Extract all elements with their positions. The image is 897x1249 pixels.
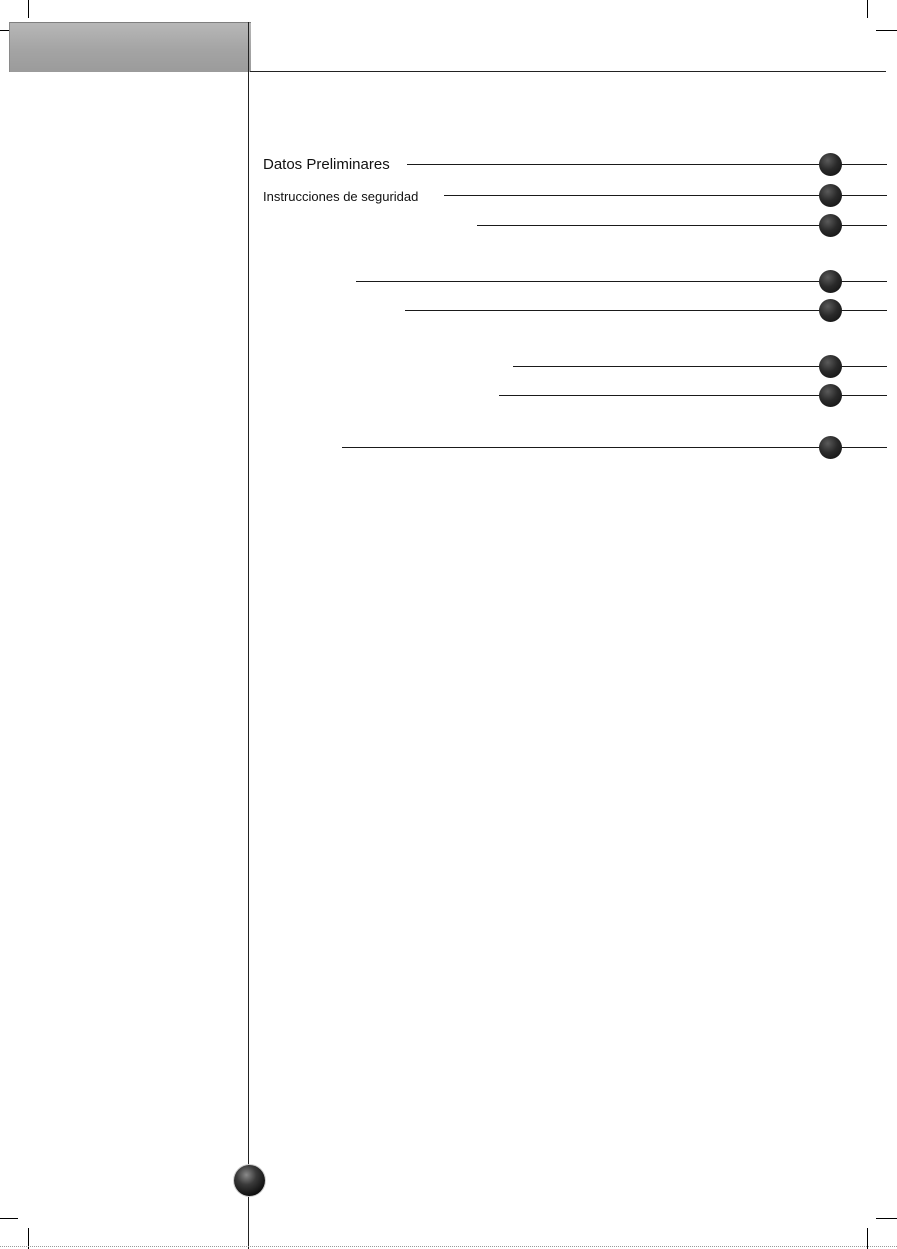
- crop-mark-right-bottom: [876, 1218, 897, 1219]
- toc-entry-label: Instrucciones de seguridad: [263, 190, 422, 203]
- crop-mark-left-bottom: [0, 1218, 18, 1219]
- toc-entry-label: Datos Preliminares: [263, 157, 394, 172]
- toc-leader-line: [405, 310, 887, 311]
- page-number-dot: [819, 214, 842, 237]
- crop-mark-right-top: [876, 30, 897, 31]
- header-tab: [9, 22, 251, 72]
- toc-entry[interactable]: [263, 385, 887, 407]
- page-number-dot: [819, 153, 842, 176]
- toc-entry[interactable]: [263, 154, 887, 176]
- vertical-divider: [248, 22, 249, 1249]
- toc-entry[interactable]: [263, 215, 887, 237]
- page-number-dot: [819, 299, 842, 322]
- toc-leader-line: [356, 281, 887, 282]
- toc-entry[interactable]: [263, 356, 887, 378]
- page-bottom-edge: [0, 1246, 897, 1247]
- page-number-dot: [819, 184, 842, 207]
- toc-leader-line: [407, 164, 887, 165]
- toc-leader-line: [342, 447, 887, 448]
- page-number-ball: [234, 1165, 265, 1196]
- toc-entry[interactable]: [263, 300, 887, 322]
- crop-mark-top-right: [867, 0, 868, 18]
- page-number-dot: [819, 436, 842, 459]
- toc-entry[interactable]: [263, 185, 887, 207]
- crop-mark-top-left: [28, 0, 29, 18]
- page-number-dot: [819, 355, 842, 378]
- toc-entry[interactable]: [263, 437, 887, 459]
- header-rule: [250, 71, 886, 72]
- page-number-dot: [819, 270, 842, 293]
- page-number-dot: [819, 384, 842, 407]
- toc-entry[interactable]: [263, 271, 887, 293]
